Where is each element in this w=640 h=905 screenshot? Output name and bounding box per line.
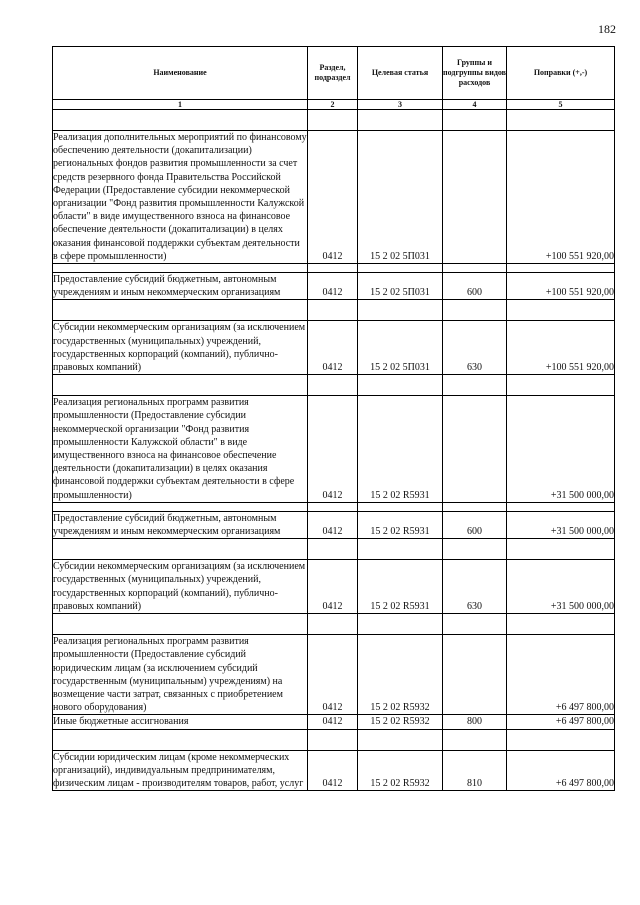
- table-row: [53, 321, 615, 375]
- row-amount: +100 551 920,00: [507, 273, 615, 300]
- header-amendments: Поправки (+,-): [507, 47, 615, 100]
- row-group: [443, 396, 507, 503]
- row-amount: +31 500 000,00: [507, 396, 615, 503]
- table-row: [53, 715, 615, 729]
- row-group: 810: [443, 750, 507, 791]
- row-group: [443, 131, 507, 264]
- row-section: 0412: [308, 635, 358, 715]
- row-amount: +100 551 920,00: [507, 131, 615, 264]
- row-group: 600: [443, 511, 507, 538]
- row-name: Реализация дополнительных мероприятий по финансовому обеспечению деятельности (докапитализации) региональных фондов развития промышленности за счет средств резервного фонда Правительства Российской Федерации (Предоставление субсидии некоммерческой организации "Фонд развития промышленности Калужской области" в виде имущественного взноса на финансовое обеспечение деятельности (докапитализации) в целях оказания финансовой поддержки субъектам деятельности в сфере промышленности): [53, 132, 307, 262]
- row-target: 15 2 02 R5931: [358, 511, 443, 538]
- row-section: 0412: [308, 750, 358, 791]
- header-target: Целевая статья: [358, 47, 443, 100]
- row-name: Субсидии некоммерческим организациям (за исключением государственных (муниципальных) учреждений, государственных корпораций (компаний), публично-правовых компаний): [53, 321, 308, 375]
- row-amount: +100 551 920,00: [507, 321, 615, 375]
- page-number: 182: [598, 22, 616, 36]
- row-group: 800: [443, 715, 507, 729]
- column-number: 3: [358, 100, 443, 110]
- row-name: Реализация региональных программ развития промышленности (Предоставление субсидий юридическим лицам (за исключением субсидий государственным (муниципальным) учреждениям) на возмещение части затрат, связанных с приобретением нового оборудования): [53, 635, 308, 715]
- row-name: Реализация региональных программ развития промышленности (Предоставление субсидии некоммерческой организации "Фонд развития промышленности Калужской области" в виде имущественного взноса на финансовое обеспечение деятельности (докапитализации) в целях оказания финансовой поддержки субъектам деятельности в сфере промышленности): [53, 396, 308, 503]
- row-name: Иные бюджетные ассигнования: [53, 715, 308, 729]
- row-target: 15 2 02 R5931: [358, 560, 443, 614]
- row-section: 0412: [308, 131, 358, 264]
- row-section: 0412: [308, 273, 358, 300]
- table-row: [53, 396, 615, 503]
- row-target: 15 2 02 R5932: [358, 715, 443, 729]
- row-amount: +31 500 000,00: [507, 560, 615, 614]
- table-row: [53, 273, 615, 300]
- row-target: 15 2 02 R5932: [358, 635, 443, 715]
- row-amount: +31 500 000,00: [507, 511, 615, 538]
- row-name: Субсидии юридическим лицам (кроме некоммерческих организаций), индивидуальным предпринимателям, физическим лицам - производителям товаров, работ, услуг: [53, 750, 308, 791]
- table-row: [53, 635, 615, 715]
- header-section: Раздел, подраздел: [308, 47, 358, 100]
- row-name: Предоставление субсидий бюджетным, автономным учреждениям и иным некоммерческим организациям: [53, 511, 308, 538]
- row-target: 15 2 02 5П031: [358, 131, 443, 264]
- table-row: [53, 750, 615, 791]
- row-amount: +6 497 800,00: [507, 750, 615, 791]
- blank-row: [53, 729, 615, 750]
- row-target: 15 2 02 R5932: [358, 750, 443, 791]
- blank-row: [53, 614, 615, 635]
- budget-table: [52, 46, 615, 791]
- row-section: 0412: [308, 511, 358, 538]
- column-number: 4: [443, 100, 507, 110]
- column-number: 1: [53, 100, 308, 110]
- blank-row: [53, 264, 615, 273]
- row-section: 0412: [308, 321, 358, 375]
- row-group: [443, 635, 507, 715]
- header-name: Наименование: [53, 47, 308, 100]
- row-group: 630: [443, 321, 507, 375]
- blank-row: [53, 110, 615, 131]
- row-amount: +6 497 800,00: [507, 635, 615, 715]
- blank-row: [53, 375, 615, 396]
- row-section: 0412: [308, 560, 358, 614]
- table-row: [53, 560, 615, 614]
- table-row: [53, 511, 615, 538]
- row-group: 630: [443, 560, 507, 614]
- row-section: 0412: [308, 396, 358, 503]
- row-amount: +6 497 800,00: [507, 715, 615, 729]
- column-number-row: [53, 100, 615, 110]
- row-section: 0412: [308, 715, 358, 729]
- row-group: 600: [443, 273, 507, 300]
- row-name: Субсидии некоммерческим организациям (за исключением государственных (муниципальных) учреждений, государственных корпораций (компаний), публично-правовых компаний): [53, 560, 308, 614]
- row-name: Предоставление субсидий бюджетным, автономным учреждениям и иным некоммерческим организациям: [53, 273, 308, 300]
- table-row: [53, 131, 615, 264]
- row-target: 15 2 02 5П031: [358, 321, 443, 375]
- blank-row: [53, 502, 615, 511]
- header-groups: Группы и подгруппы видов расходов: [443, 47, 507, 100]
- blank-row: [53, 539, 615, 560]
- row-target: 15 2 02 R5931: [358, 396, 443, 503]
- blank-row: [53, 300, 615, 321]
- table-header-row: [53, 47, 615, 100]
- column-number: 5: [507, 100, 615, 110]
- column-number: 2: [308, 100, 358, 110]
- row-target: 15 2 02 5П031: [358, 273, 443, 300]
